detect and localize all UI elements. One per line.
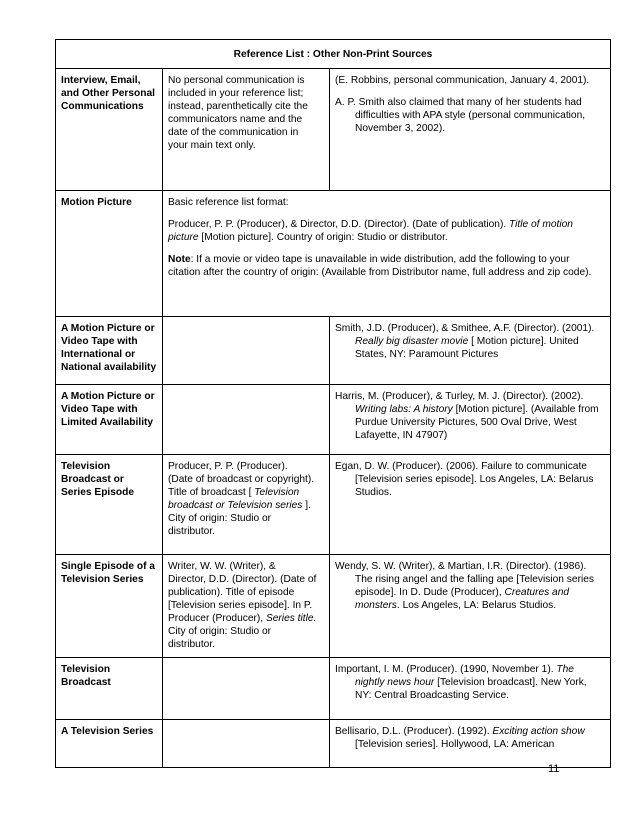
italic-title: Creatures and [504, 587, 570, 598]
category-line: and Other Personal [61, 88, 155, 99]
text-line [335, 663, 605, 676]
text-line: Director, D.D. (Director). (Date of [168, 574, 317, 585]
italic-title: picture [168, 232, 199, 243]
text-line: [Television series]. Hollywood, LA: American [355, 739, 555, 750]
table-row [56, 191, 611, 317]
text-span: Title of broadcast [ [168, 487, 255, 498]
text-line: included in your reference list; [168, 88, 304, 99]
text-line: Writer, W. W. (Writer), & [168, 561, 276, 572]
example-cell [330, 317, 611, 385]
table-row [56, 658, 611, 720]
table-row [56, 69, 611, 191]
text-line: A. P. Smith also claimed that many of her students had [335, 97, 582, 108]
text-span: Important, I. M. (Producer). (1990, November 1). [335, 664, 557, 675]
category-line: National availability [61, 362, 157, 373]
italic-title: broadcast or Television series [168, 500, 303, 511]
text-line: [Television series episode]. Los Angeles, LA: Belarus [355, 474, 594, 485]
text-line [335, 335, 605, 348]
text-line: distributor. [168, 526, 215, 537]
text-line: your main text only. [168, 140, 256, 151]
italic-title: The [556, 664, 574, 675]
category-line: Series Episode [61, 487, 135, 498]
example-cell [330, 658, 611, 720]
text-span: [Motion picture]. Country of origin: Studio or distributor. [198, 232, 448, 243]
text-line: [Television series episode]. In P. [168, 600, 313, 611]
category-cell [56, 69, 163, 191]
text-line: No personal communication is [168, 75, 305, 86]
text-line: Basic reference list format: [168, 197, 289, 208]
category-line: Broadcast [61, 677, 111, 688]
italic-title: Television [254, 487, 300, 498]
text-line: The rising angel and the falling ape [Television series [355, 574, 594, 585]
text-line [335, 403, 605, 416]
text-line [335, 725, 605, 738]
example-cell [330, 555, 611, 658]
category-line: International or [61, 349, 136, 360]
italic-title: nightly news hour [355, 677, 435, 688]
text-line [335, 599, 605, 612]
category-line: A Motion Picture or [61, 391, 155, 402]
example-line: (E. Robbins, personal communication, January 4, 2001). [335, 75, 590, 86]
table-row [56, 720, 611, 768]
text-line: Wendy, S. W. (Writer), & Martian, I.R. (Director). (1986). [335, 561, 587, 572]
text-line: City of origin: Studio or [168, 626, 272, 637]
reference-table-container [55, 39, 610, 768]
text-line: citation after the country of origin: (Available from Distributor name, full address and zip code). [168, 267, 592, 278]
table-title: Reference List : Other Non-Print Sources [56, 40, 611, 69]
italic-title: Really big disaster movie [355, 336, 469, 347]
text-span: : If a movie or video tape is unavailable in wide distribution, add the following to your [190, 254, 570, 265]
table-row [56, 455, 611, 555]
format-cell [163, 385, 330, 455]
note-line [168, 253, 605, 266]
text-line: City of origin: Studio or [168, 513, 272, 524]
category-line: A Television Series [61, 726, 154, 737]
category-line: Television [61, 664, 111, 675]
italic-title: Series title. [265, 613, 317, 624]
text-span: episode]. In D. Dude (Producer), [355, 587, 505, 598]
text-span: Producer (Producer), [168, 613, 266, 624]
text-span: [Motion picture]. (Available from [452, 404, 599, 415]
text-line: difficulties with APA style (personal communication, [355, 110, 586, 121]
italic-title: Title of motion [509, 219, 573, 230]
text-line [168, 499, 324, 512]
text-line [168, 231, 605, 244]
text-line: NY: Central Broadcasting Service. [355, 690, 510, 701]
italic-title: Exciting action show [492, 726, 585, 737]
text-line: Studios. [355, 487, 392, 498]
text-line: Lafayette, IN 47907) [355, 430, 448, 441]
title-row [56, 40, 611, 69]
category-line: Television [61, 461, 111, 472]
category-line: Broadcast or [61, 474, 124, 485]
example-cell [330, 385, 611, 455]
example-cell [330, 69, 611, 191]
category-cell [56, 385, 163, 455]
text-line: Egan, D. W. (Producer). (2006). Failure to communicate [335, 461, 587, 472]
text-line: date of the communication in [168, 127, 299, 138]
table-row [56, 385, 611, 455]
category-line: Video Tape with [61, 336, 138, 347]
text-line: instead, parenthetically cite the [168, 101, 308, 112]
text-line [335, 676, 605, 689]
category-cell [56, 455, 163, 555]
category-line: Single Episode of a [61, 561, 155, 572]
format-cell [163, 555, 330, 658]
text-span: Producer, P. P. (Producer), & Director, D.D. (Director). (Date of publication). [168, 219, 510, 230]
reference-table [55, 39, 611, 768]
format-cell [163, 720, 330, 768]
note-label: Note [168, 254, 191, 265]
text-span: [ Motion picture]. United [468, 336, 579, 347]
example-cell [330, 455, 611, 555]
format-cell [163, 69, 330, 191]
category-line: Video Tape with [61, 404, 138, 415]
category-line: Interview, Email, [61, 75, 141, 86]
text-line: (Date of broadcast or copyright). [168, 474, 315, 485]
table-row [56, 317, 611, 385]
category-cell [56, 658, 163, 720]
italic-title: monsters [355, 600, 397, 611]
category-line: Motion Picture [61, 197, 132, 208]
format-cell [163, 191, 611, 317]
text-line: communicators name and the [168, 114, 303, 125]
text-line [335, 586, 605, 599]
text-line: publication). Title of episode [168, 587, 295, 598]
text-line: distributor. [168, 639, 215, 650]
category-cell [56, 720, 163, 768]
text-span: Bellisario, D.L. (Producer). (1992). [335, 726, 493, 737]
text-span: [Television broadcast]. New York, [434, 677, 587, 688]
text-line: November 3, 2002). [355, 123, 446, 134]
format-cell [163, 317, 330, 385]
category-cell [56, 555, 163, 658]
text-line: Harris, M. (Producer), & Turley, M. J. (Director). (2002). [335, 391, 584, 402]
text-line: Producer, P. P. (Producer). [168, 461, 288, 472]
category-line: Communications [61, 101, 144, 112]
text-line [168, 486, 324, 499]
category-cell [56, 191, 163, 317]
italic-title: Writing labs: A history [355, 404, 453, 415]
category-line: A Motion Picture or [61, 323, 155, 334]
category-line: Television Series [61, 574, 144, 585]
text-span: . Los Angeles, LA: Belarus Studios. [396, 600, 557, 611]
format-cell [163, 658, 330, 720]
example-cell [330, 720, 611, 768]
table-row [56, 555, 611, 658]
text-line: Purdue University Pictures, 500 Oval Drive, West [355, 417, 577, 428]
text-line [168, 218, 605, 231]
text-line [168, 612, 324, 625]
category-cell [56, 317, 163, 385]
format-cell [163, 455, 330, 555]
text-span: ]. [302, 500, 311, 511]
page-number: 11 [548, 763, 560, 775]
text-line: Smith, J.D. (Producer), & Smithee, A.F. (Director). (2001). [335, 323, 595, 334]
text-line: States, NY: Paramount Pictures [355, 349, 499, 360]
category-line: Limited Availability [61, 417, 154, 428]
